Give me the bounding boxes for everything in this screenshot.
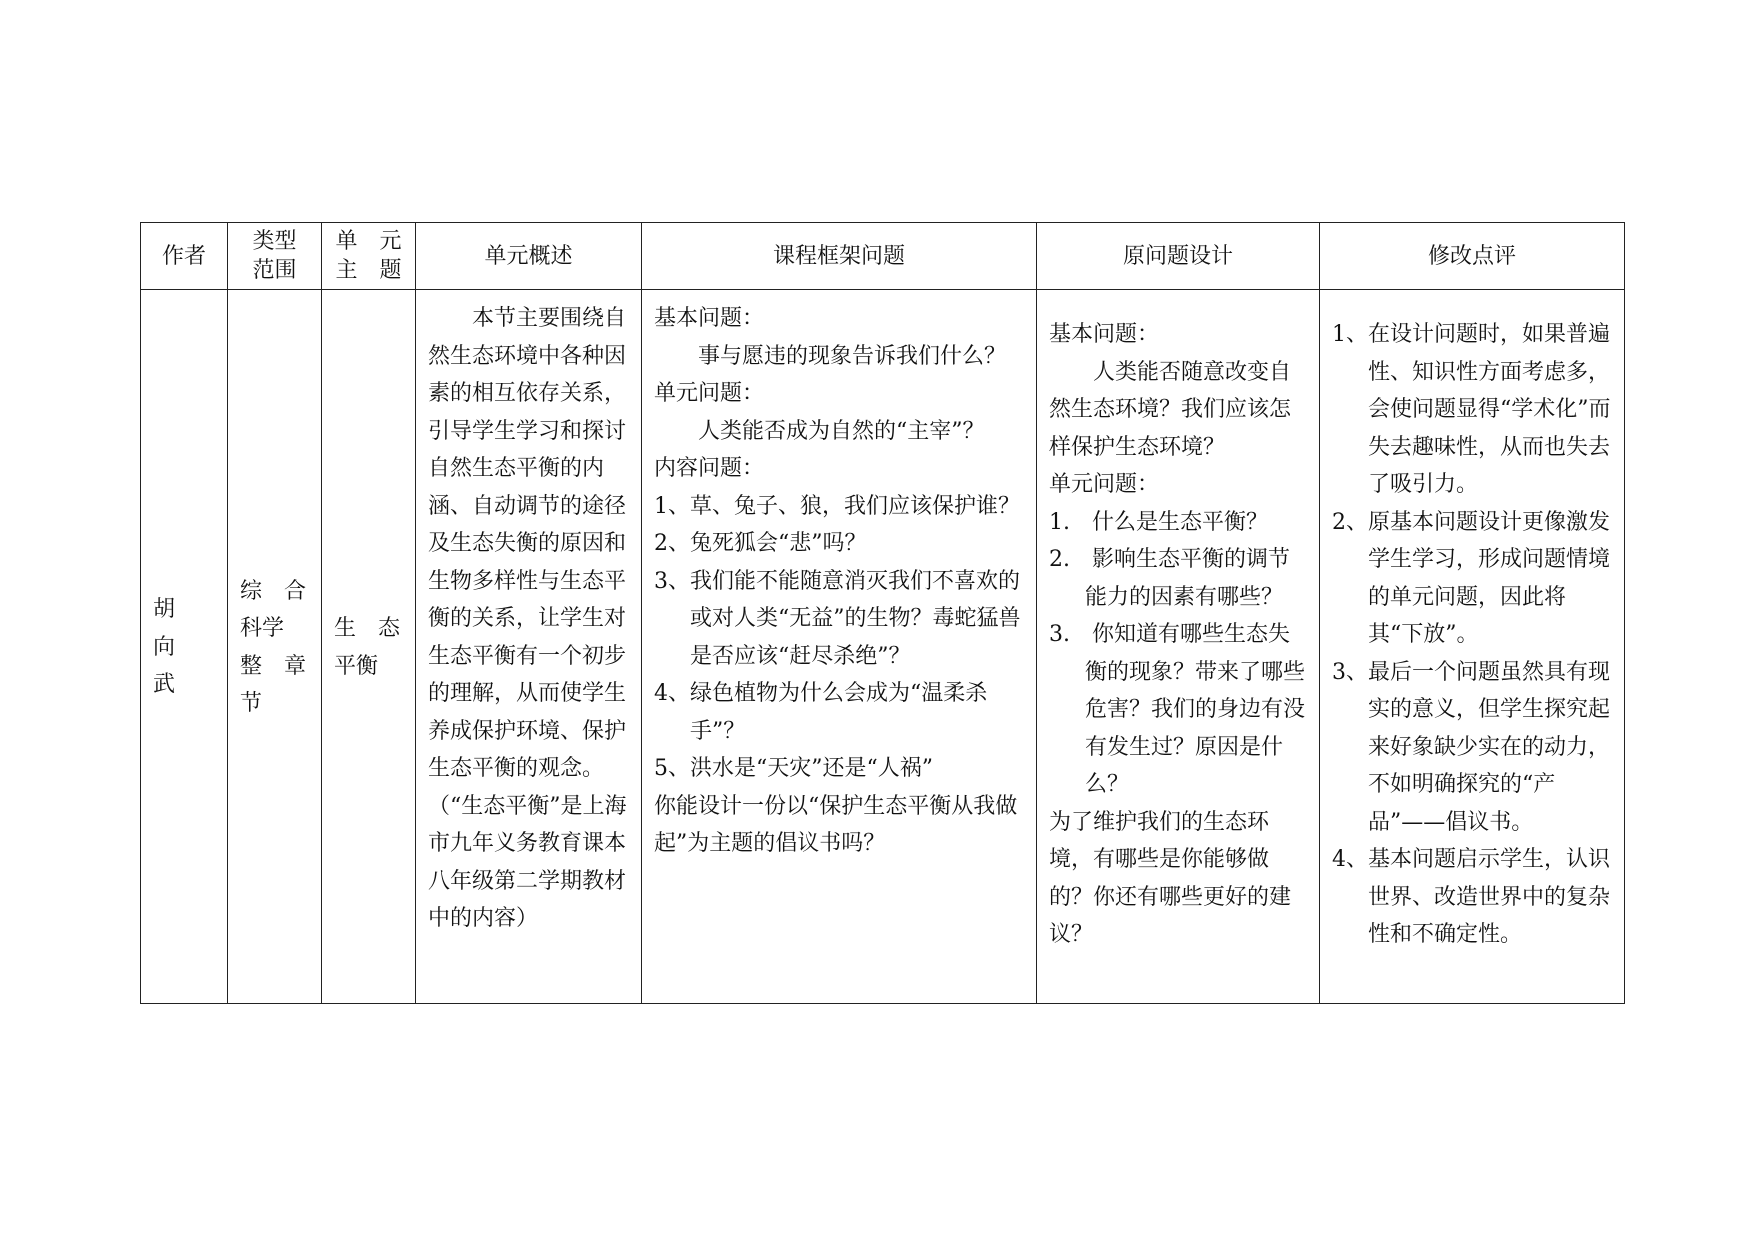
- header-framework: 课程框架问题: [642, 223, 1037, 290]
- review-item: 1、在设计问题时，如果普遍性、知识性方面考虑多，会使问题显得“学术化”而失去趣味性，从而也失去了吸引力。: [1332, 322, 1611, 497]
- review-item: 2、原基本问题设计更像激发学生学习，形成问题情境的单元问题，因此将其“下放”。: [1332, 509, 1611, 647]
- framework-content: [642, 290, 1036, 871]
- overview-paragraph: 本节主要围绕自然生态环境中各种因素的相互依存关系，引导学生学习和探讨自然生态平衡的内涵、自动调节的途径及生态失衡的原因和生物多样性与生态平衡的关系，让学生对生态平衡有一个初步的理解，从而使学生养成保护环境、保护生态平衡的观念。: [428, 306, 627, 781]
- header-type: [228, 223, 322, 290]
- original-basic-question: 人类能否随意改变自然生态环境？我们应该怎样保护生态环境？: [1049, 359, 1292, 460]
- lesson-design-table: [140, 222, 1625, 1004]
- framework-content-item: 4、绿色植物为什么会成为“温柔杀手”？: [654, 681, 988, 744]
- header-type-line2: 范围: [252, 258, 297, 283]
- review-item: 4、基本问题启示学生，认识世界、改造世界中的复杂性和不确定性。: [1332, 847, 1611, 947]
- framework-unit-question: 人类能否成为自然的“主宰”？: [698, 418, 985, 444]
- original-unit-item: 2. 影响生态平衡的调节能力的因素有哪些？: [1049, 547, 1290, 610]
- header-review: 修改点评: [1320, 223, 1625, 290]
- header-unit-line2: 主 题: [335, 258, 402, 283]
- header-unit-theme: [322, 223, 416, 290]
- framework-content-item: 2、兔死狐会“悲”吗？: [654, 531, 867, 556]
- header-original: 原问题设计: [1037, 223, 1320, 290]
- header-unit-line1: 单 元: [335, 229, 402, 254]
- framework-closing: 你能设计一份以“保护生态平衡从我做起”为主题的倡议书吗？: [654, 793, 1018, 856]
- overview-content: [416, 290, 641, 946]
- framework-basic-label: 基本问题：: [654, 306, 765, 331]
- framework-content-item: 3、我们能不能随意消灭我们不喜欢的或对人类“无益”的生物？毒蛇猛兽是否应该“赶尽杀绝”？: [654, 568, 1021, 669]
- overview-cell: [416, 290, 642, 1004]
- framework-content-item: 1、草、兔子、狼，我们应该保护谁？: [654, 493, 1020, 519]
- type-line: 节: [240, 691, 263, 716]
- content-row: [141, 290, 1625, 1004]
- header-row: [141, 223, 1625, 290]
- review-content: [1320, 290, 1624, 962]
- original-unit-item: 1. 什么是生态平衡？: [1049, 509, 1268, 535]
- type-line: 整 章: [240, 653, 307, 679]
- theme-cell: [322, 290, 423, 1004]
- review-item: 3、最后一个问题虽然具有现实的意义，但学生探究起来好象缺少实在的动力，不如明确探究的“产品”——倡议书。: [1332, 659, 1611, 835]
- original-unit-label: 单元问题：: [1049, 472, 1160, 497]
- framework-cell: [642, 290, 1037, 1004]
- author-name: 胡 向 武: [153, 597, 198, 698]
- original-unit-item: 3. 你知道有哪些生态失衡的现象？带来了哪些危害？我们的身边有没有发生过？原因是什么？: [1049, 622, 1306, 797]
- original-cell: [1037, 290, 1320, 1004]
- overview-note: （“生态平衡”是上海市九年义务教育课本八年级第二学期教材中的内容）: [428, 793, 627, 931]
- author-cell: [141, 290, 228, 1004]
- header-author: 作者: [141, 223, 228, 290]
- type-content: [228, 563, 321, 731]
- framework-content-item: 5、洪水是“天灾”还是“人祸”: [654, 756, 933, 781]
- framework-basic-question: 事与愿违的现象告诉我们什么？: [698, 343, 1007, 369]
- type-line: 科学: [240, 616, 285, 641]
- framework-content-label: 内容问题：: [654, 456, 765, 481]
- header-overview: 单元概述: [416, 223, 642, 290]
- theme-text: 生 态 平衡: [334, 616, 423, 679]
- type-line: 综 合: [240, 578, 307, 604]
- header-type-line1: 类型: [252, 229, 297, 254]
- original-basic-label: 基本问题：: [1049, 322, 1160, 347]
- original-closing: 为了维护我们的生态环境，有哪些是你能够做的？你还有哪些更好的建议？: [1049, 809, 1292, 947]
- framework-unit-label: 单元问题：: [654, 381, 765, 406]
- original-content: [1037, 290, 1319, 962]
- review-cell: [1320, 290, 1625, 1004]
- type-cell: [228, 290, 322, 1004]
